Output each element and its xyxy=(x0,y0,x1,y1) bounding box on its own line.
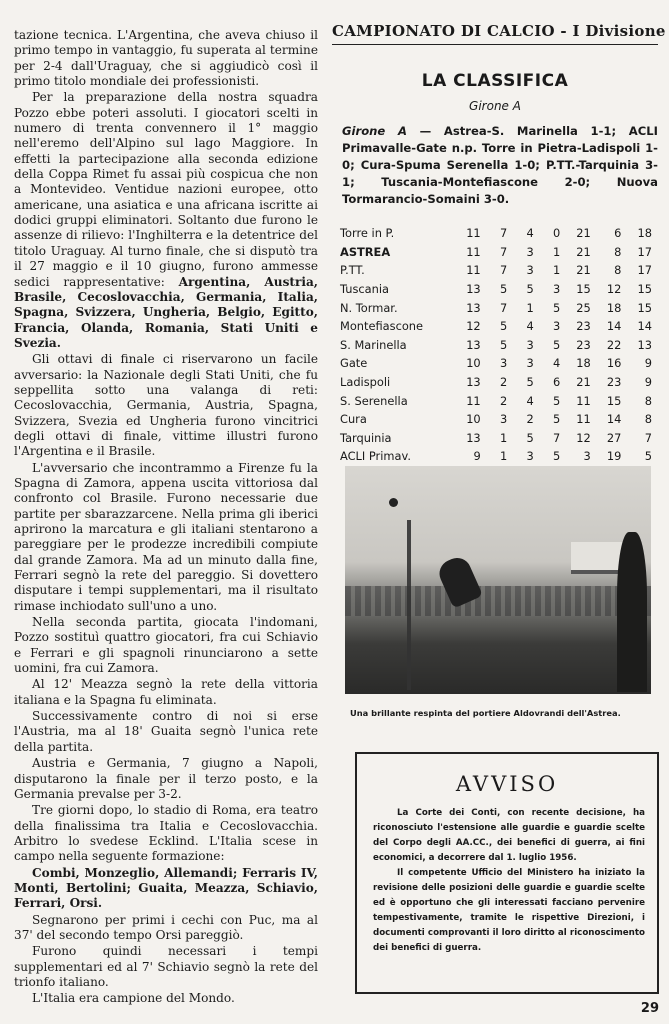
standings-cell: 17 xyxy=(637,244,652,259)
standings-cell: 1 xyxy=(499,449,508,464)
team-name: N. Tormar. xyxy=(340,300,398,315)
standings-cell: 15 xyxy=(637,300,652,315)
standings-cell: 2 xyxy=(499,375,508,390)
standings-cell: 4 xyxy=(526,226,534,241)
standings-cell: 8 xyxy=(614,244,622,259)
standings-cell: 4 xyxy=(526,393,534,408)
team-name: Gate xyxy=(340,356,368,371)
standings-cell: 3 xyxy=(552,319,561,334)
standings-row xyxy=(340,373,652,392)
article-text: Austria e Germania, 7 giugno a Napoli, disputarono la finale per il terzo posto, e la Germania prevalse per 3-2. xyxy=(14,756,318,801)
article-text: Segnarono per primi i cechi con Puc, ma al 37' del secondo tempo Orsi pareggiò. xyxy=(14,912,318,942)
standings-cell: 5 xyxy=(499,319,508,334)
standings-cell: 15 xyxy=(606,393,622,408)
standings-row xyxy=(340,224,652,243)
standings-cell: 6 xyxy=(552,375,561,390)
standings-cell: 25 xyxy=(576,300,591,315)
article-paragraph xyxy=(14,352,318,459)
standings-cell: 16 xyxy=(606,356,622,371)
standings-cell: 5 xyxy=(499,337,508,352)
team-name: P.TT. xyxy=(340,263,365,278)
standings-cell: 21 xyxy=(576,375,591,390)
standings-cell: 8 xyxy=(644,393,652,408)
standings-cell: 15 xyxy=(576,282,591,297)
team-name: ASTREA xyxy=(340,244,391,259)
standings-cell: 14 xyxy=(606,319,622,334)
article-text: Successivamente contro di noi si erse l'Austria, ma al 18' Guaita segnò l'unica rete della partita. xyxy=(14,709,318,754)
standings-cell: 5 xyxy=(526,375,534,390)
standings-cell: 11 xyxy=(466,263,481,278)
article-paragraph xyxy=(14,461,318,614)
article-text: Nella seconda partita, giocata l'indomani, Pozzo sostituì quattro giocatori, fra cui Schiavio e Ferrari e gli spagnoli rinunciarono a sette uomini, fra cui Zamora. xyxy=(14,615,318,676)
standings-cell: 3 xyxy=(583,449,591,464)
standings-cell: 27 xyxy=(606,430,622,445)
girone-subtitle: Girone A xyxy=(469,99,521,113)
standings-cell: 13 xyxy=(466,282,481,297)
article-text: Argentina, Austria, Brasile, Cecoslovacchia, Germania, Italia, Spagna, Svizzera, Ungheria, Belgio, Egitto, Francia, Olanda, Romania, Stati Uniti e Svezia. xyxy=(14,274,319,350)
standings-cell: 3 xyxy=(526,337,534,352)
standings-cell: 23 xyxy=(576,337,591,352)
standings-cell: 1 xyxy=(526,300,534,315)
standings-row xyxy=(340,280,652,299)
notice-paragraph: La Corte dei Conti, con recente decisione, ha riconosciuto l'estensione alle guardie e guardie scelte del Corpo degli AA.CC., dei benefici di guerra, ai fini economici, a decorrere dal 1. luglio 1956. xyxy=(373,808,645,863)
article-paragraph xyxy=(14,866,318,912)
championship-header: CAMPIONATO DI CALCIO - I Divisione xyxy=(332,22,658,45)
standings-cell: 12 xyxy=(466,319,481,334)
notice-title: AVVISO xyxy=(455,772,559,796)
standings-cell: 5 xyxy=(644,449,652,464)
classifica-title: LA CLASSIFICA xyxy=(421,71,569,91)
standings-cell: 11 xyxy=(466,226,481,241)
standings-cell: 22 xyxy=(606,337,622,352)
standings-cell: 7 xyxy=(499,244,508,259)
standings-cell: 18 xyxy=(576,356,591,371)
article-paragraph xyxy=(14,28,318,89)
article-paragraph xyxy=(14,756,318,802)
standings-cell: 8 xyxy=(614,263,622,278)
match-results xyxy=(332,123,658,208)
photo-caption: Una brillante respinta del portiere Aldovrandi dell'Astrea. xyxy=(350,708,621,718)
article-paragraph xyxy=(14,913,318,944)
article-text: Per la preparazione della nostra squadra Pozzo ebbe poteri assoluti. I giocatori scelti in numero di trenta convennero il 1° maggio nell'eremo dell'Alpino sul lago Maggiore. In effetti la partecipazione alla seconda edizione della Coppa Rimet fu assai più cospicua che non a Montevideo. Ventidue nazioni europee, otto americane, una asiatica e una africana iscritte ai dodici gruppi eliminatori. Soltanto due furono le assenze di rilievo: l'Inghilterra e la detentrice del titolo Uraguay. Al turno finale, che si disputò tra il 27 maggio e il 10 giugno, furono ammesse sedici rappresentative: xyxy=(14,90,318,289)
standings-cell: 5 xyxy=(552,300,561,315)
team-name: ACLI Primav. xyxy=(340,449,411,464)
article-paragraph xyxy=(14,709,318,755)
standings-cell: 5 xyxy=(526,282,534,297)
standings-cell: 11 xyxy=(576,412,591,427)
photo-ball xyxy=(389,498,398,507)
standings-cell: 2 xyxy=(499,393,508,408)
standings-cell: 14 xyxy=(606,412,622,427)
standings-cell: 21 xyxy=(576,263,591,278)
goalkeeper-photo xyxy=(345,466,651,694)
standings-cell: 21 xyxy=(576,226,591,241)
article-text: tazione tecnica. L'Argentina, che aveva chiuso il primo tempo in vantaggio, fu superata al termine per 2-4 dall'Uraguay, che si aggiudicò così il primo titolo mondiale dei professionisti. xyxy=(14,28,318,89)
standings-cell: 5 xyxy=(552,449,561,464)
article-text: L'avversario che incontrammo a Firenze fu la Spagna di Zamora, appena uscita vittoriosa dal confronto col Brasile. Furono necessarie due partite per sbarazzarcene. Nella prima gli iberici aprirono la marcatura e gli italiani stentarono a pareggiare per le prodezze incredibili compiute dal grande Zamora. Ma ad un minuto dalla fine, Ferrari segnò la rete del pareggio. Si dovettero disputare i tempi supplementari, ma il risultato rimase inchiodato sull'uno a uno. xyxy=(14,460,318,613)
team-name: Montefiascone xyxy=(340,319,424,334)
standings-cell: 14 xyxy=(637,319,652,334)
article-text: Gli ottavi di finale ci riservarono un facile avversario: la Nazionale degli Stati Uniti, che fu seppellita sotto una valanga di reti: Cecoslovacchia, Germania, Austria, Spagna, Svizzera, Svezia ed Ungheria furono vincitrici degli ottavi di finale, vittime illustri furono l'Argentina e il Brasile. xyxy=(14,352,318,459)
standings-table xyxy=(340,224,652,466)
standings-cell: 13 xyxy=(466,337,481,352)
standings-cell: 5 xyxy=(552,412,561,427)
standings-cell: 3 xyxy=(552,282,561,297)
standings-cell: 7 xyxy=(499,263,508,278)
standings-cell: 3 xyxy=(526,244,534,259)
team-name: Cura xyxy=(340,412,367,427)
standings-row xyxy=(340,354,652,373)
standings-row xyxy=(340,447,652,466)
standings-cell: 21 xyxy=(576,244,591,259)
standings-cell: 18 xyxy=(637,226,652,241)
standings-cell: 13 xyxy=(637,337,652,352)
standings-cell: 18 xyxy=(606,300,622,315)
standings-cell: 7 xyxy=(644,430,652,445)
article-world-cup-history xyxy=(14,28,318,1008)
standings-cell: 5 xyxy=(552,393,561,408)
standings-cell: 13 xyxy=(466,375,481,390)
article-paragraph xyxy=(14,944,318,990)
team-name: Tuscania xyxy=(340,282,389,297)
standings-cell: 13 xyxy=(466,430,481,445)
standings-cell: 23 xyxy=(576,319,591,334)
standings-cell: 7 xyxy=(552,430,561,445)
standings-cell: 1 xyxy=(552,244,561,259)
photo-tree xyxy=(617,532,647,692)
standings-cell: 11 xyxy=(466,244,481,259)
standings-row xyxy=(340,298,652,317)
article-paragraph xyxy=(14,677,318,708)
article-paragraph xyxy=(14,615,318,676)
notice-box xyxy=(355,752,659,994)
standings-row xyxy=(340,410,652,429)
standings-row xyxy=(340,243,652,262)
team-name: S. Serenella xyxy=(340,393,408,408)
standings-row xyxy=(340,336,652,355)
standings-row xyxy=(340,391,652,410)
standings-cell: 15 xyxy=(637,282,652,297)
team-name: S. Marinella xyxy=(340,337,407,352)
standings-cell: 5 xyxy=(499,282,508,297)
standings-cell: 7 xyxy=(499,300,508,315)
page-number: 29 xyxy=(640,1001,659,1016)
standings-cell: 17 xyxy=(637,263,652,278)
standings-cell: 3 xyxy=(526,263,534,278)
standings-cell: 3 xyxy=(499,412,508,427)
standings-row xyxy=(340,317,652,336)
standings-cell: 4 xyxy=(552,356,561,371)
article-text: Tre giorni dopo, lo stadio di Roma, era teatro della finalissima tra Italia e Cecoslovacchia. Arbitro lo svedese Ecklind. L'Italia scese in campo nella seguente formazione: xyxy=(14,803,318,864)
standings-row xyxy=(340,261,652,280)
standings-cell: 12 xyxy=(576,430,591,445)
standings-cell: 0 xyxy=(552,226,561,241)
standings-cell: 3 xyxy=(526,449,534,464)
standings-row xyxy=(340,429,652,448)
standings-cell: 9 xyxy=(644,356,652,371)
article-paragraph xyxy=(14,803,318,864)
standings-cell: 3 xyxy=(499,356,508,371)
standings-cell: 1 xyxy=(499,430,508,445)
notice-paragraph: Il competente Ufficio del Ministero ha iniziato la revisione delle posizioni delle guardie e guardie scelte ed è opportuno che gli interessati facciano pervenire tempestivamente, tramite le rispettive Direzioni, i documenti comprovanti il loro diritto al riconoscimento dei benefici di guerra. xyxy=(373,868,645,953)
standings-cell: 5 xyxy=(552,337,561,352)
article-text: Combi, Monzeglio, Allemandi; Ferraris IV, Monti, Bertolini; Guaita, Meazza, Schiavio, Ferrari, Orsi. xyxy=(14,865,318,911)
team-name: Ladispoli xyxy=(340,375,391,390)
standings-cell: 5 xyxy=(526,430,534,445)
standings-cell: 19 xyxy=(606,449,622,464)
article-text: L'Italia era campione del Mondo. xyxy=(32,991,235,1006)
article-text: Al 12' Meazza segnò la rete della vittoria italiana e la Spagna fu eliminata. xyxy=(14,677,318,707)
notice-body xyxy=(373,806,645,956)
results-text: — Astrea-S. Marinella 1-1; ACLI Primavalle-Gate n.p. Torre in Pietra-Ladispoli 1-0; Cura-Spuma Serenella 1-0; P.TT.-Tarquinia 3-1; Tuscania-Montefiascone 2-0; Nuova Tormarancio-Somaini 3-0. xyxy=(342,124,658,206)
standings-cell: 4 xyxy=(526,319,534,334)
results-lead: Girone A xyxy=(342,124,407,138)
standings-cell: 9 xyxy=(473,449,481,464)
standings-cell: 13 xyxy=(466,300,481,315)
team-name: Tarquinia xyxy=(340,430,392,445)
standings-cell: 23 xyxy=(606,375,622,390)
standings-cell: 10 xyxy=(466,412,481,427)
article-paragraph xyxy=(14,90,318,351)
sports-section xyxy=(332,22,666,466)
standings-cell: 10 xyxy=(466,356,481,371)
standings-cell: 1 xyxy=(552,263,561,278)
standings-cell: 11 xyxy=(466,393,481,408)
standings-cell: 7 xyxy=(499,226,508,241)
standings-cell: 6 xyxy=(614,226,622,241)
team-name: Torre in P. xyxy=(340,226,395,241)
article-paragraph xyxy=(14,991,318,1006)
standings-cell: 3 xyxy=(526,356,534,371)
article-text: Furono quindi necessari i tempi supplementari ed al 7' Schiavio segnò la rete del trionfo italiano. xyxy=(14,944,318,989)
standings-cell: 12 xyxy=(606,282,622,297)
standings-cell: 11 xyxy=(576,393,591,408)
standings-cell: 8 xyxy=(644,412,652,427)
standings-cell: 2 xyxy=(526,412,534,427)
standings-cell: 9 xyxy=(644,375,652,390)
